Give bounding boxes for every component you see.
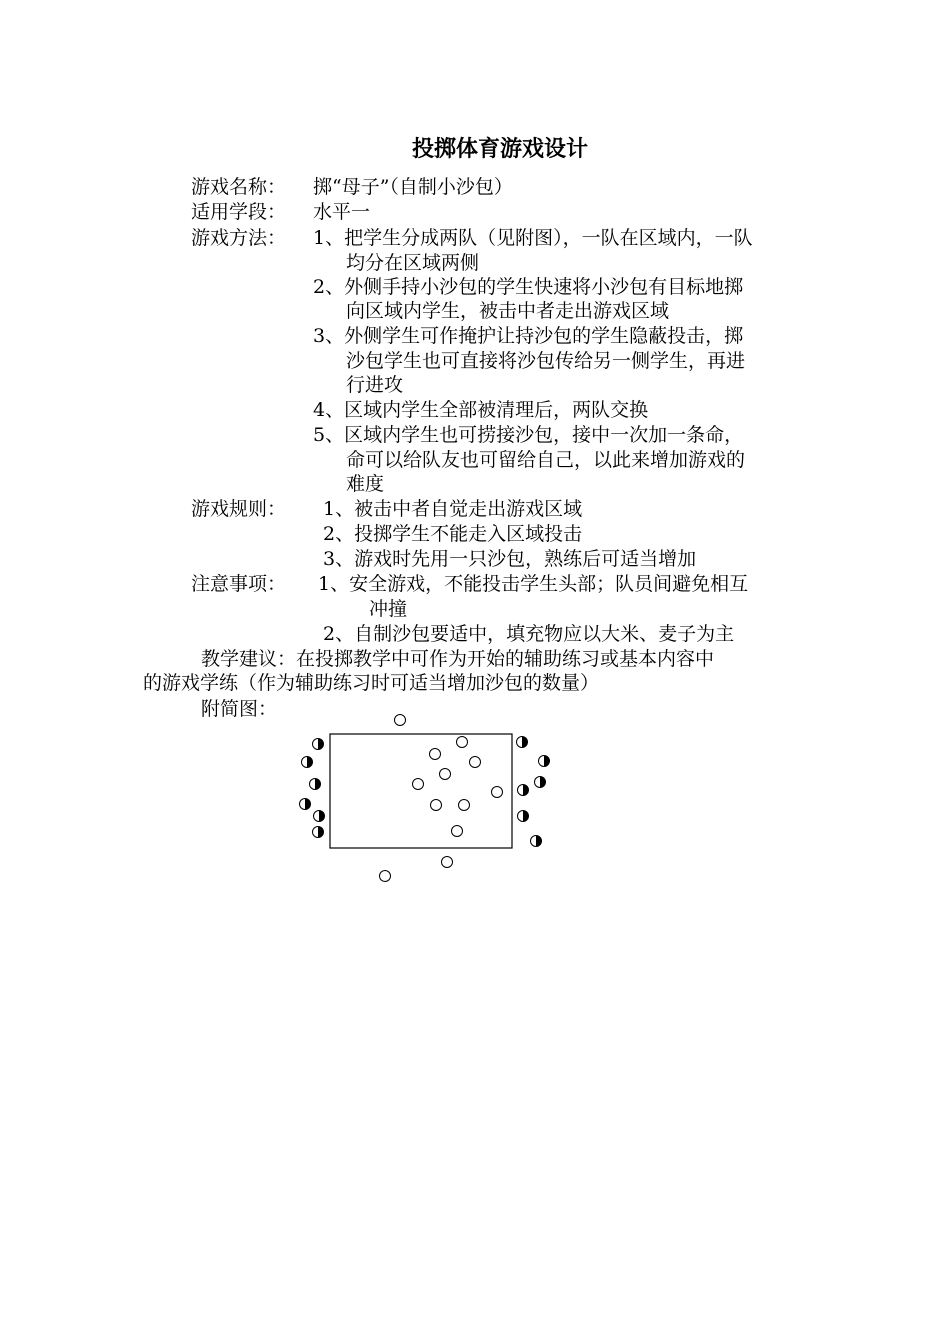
method-step-3-cont: 沙包学生也可直接将沙包传给另一侧学生，再进 [346,350,746,372]
player-open [452,826,463,837]
player-half [535,777,546,788]
play-area [330,734,512,848]
player-open [492,787,503,798]
player-open [440,769,451,780]
method-step-4: 4、区域内学生全部被清理后，两队交换 [313,399,649,421]
note-2: 2、自制沙包要适中，填充物应以大米、麦子为主 [323,623,735,645]
name-value: 掷“母子”（自制小沙包） [313,176,513,198]
level-label: 适用学段： [191,201,287,223]
player-open [413,779,424,790]
rule-3: 3、游戏时先用一只沙包，熟练后可适当增加 [323,548,697,570]
player-half [300,799,311,810]
player-half [517,737,528,748]
level-value: 水平一 [313,201,371,223]
rules-label: 游戏规则： [191,498,287,520]
player-open [430,749,441,760]
method-step-1-cont: 均分在区域两侧 [346,252,480,274]
player-open [431,800,442,811]
player-open [470,757,481,768]
name-label: 游戏名称： [191,176,287,198]
player-open [442,857,453,868]
rule-1: 1、被击中者自觉走出游戏区域 [323,498,583,520]
player-open [380,871,391,882]
player-half [313,827,324,838]
notes-label: 注意事项： [191,573,287,595]
player-half [539,756,550,767]
player-half [302,757,313,768]
player-half [313,739,324,750]
player-half [310,779,321,790]
method-step-5: 5、区域内学生也可捞接沙包，接中一次加一条命， [313,424,744,446]
method-step-5-cont: 命可以给队友也可留给自己，以此来增加游戏的 [346,449,746,471]
method-step-5-cont2: 难度 [346,473,385,495]
player-open [459,800,470,811]
player-half [518,811,529,822]
player-open [457,737,468,748]
method-label: 游戏方法： [191,227,287,249]
player-half [314,811,325,822]
method-step-2-cont: 向区域内学生，被击中者走出游戏区域 [346,300,670,322]
player-half [531,836,542,847]
method-step-3: 3、外侧学生可作掩护让持沙包的学生隐蔽投击，掷 [313,325,744,347]
method-step-2: 2、外侧手持小沙包的学生快速将小沙包有目标地掷 [313,276,744,298]
attachment-label: 附简图： [201,698,278,720]
page-title: 投掷体育游戏设计 [411,137,588,162]
advice-line-1: 教学建议：在投掷教学中可作为开始的辅助练习或基本内容中 [201,648,715,670]
player-open [395,715,406,726]
method-step-3-cont2: 行进攻 [346,374,404,396]
rule-2: 2、投掷学生不能走入区域投击 [323,523,583,545]
note-1-cont: 冲撞 [369,598,408,620]
game-diagram [290,708,570,890]
inside-team [380,715,503,882]
note-1: 1、安全游戏，不能投击学生头部；队员间避免相互 [318,573,749,595]
advice-line-2: 的游戏学练（作为辅助练习时可适当增加沙包的数量） [143,672,600,694]
player-half [518,785,529,796]
method-step-1: 1、把学生分成两队（见附图），一队在区域内，一队 [313,227,753,249]
